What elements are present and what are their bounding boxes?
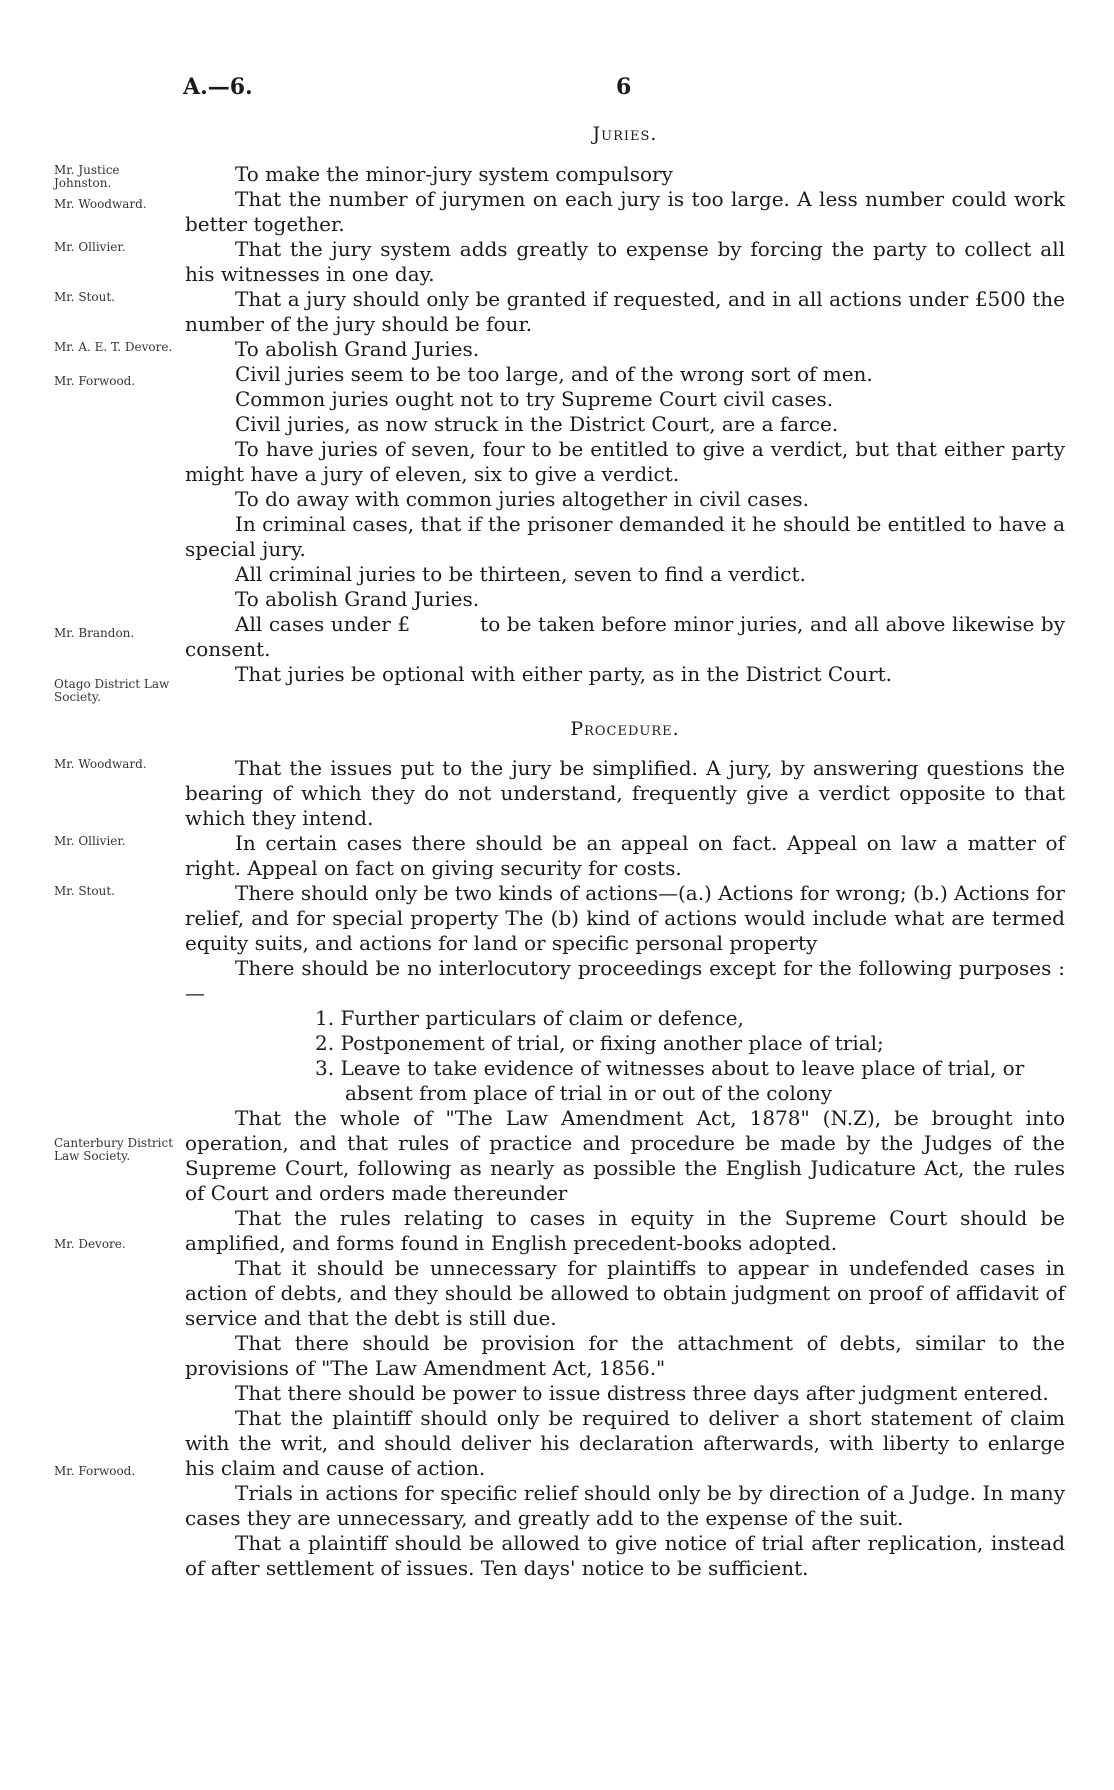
paragraph: That the issues put to the jury be simplified. A jury, by answering questions the bearing of which they do not understand, frequently give a verdict opposite to that which they intend.	[185, 756, 1065, 830]
paragraph: In criminal cases, that if the prisoner demanded it he should be entitled to have a special jury.	[185, 512, 1065, 561]
paragraph: That the rules relating to cases in equity in the Supreme Court should be amplified, and forms found in English precedent-books adopted.	[185, 1206, 1065, 1255]
paragraph: That there should be power to issue distress three days after judgment entered.	[235, 1381, 1049, 1405]
paragraph: That juries be optional with either party, as in the District Court.	[235, 662, 893, 686]
paragraph: That the whole of "The Law Amendment Act, 1878" (N.Z), be brought into operation, and that rules of practice and procedure be made by the Judges of the Supreme Court, following as nearly as possible the English Judicature Act, the rules of Court and orders made thereunder	[185, 1106, 1065, 1205]
margin-note-stout: Mr. Stout.	[54, 884, 115, 898]
margin-note-johnston: Mr. Justice Johnston.	[54, 163, 120, 190]
paragraph: That the number of jurymen on each jury is too large. A less number could work better together.	[185, 187, 1065, 236]
list-item: 2. Postponement of trial, or fixing another place of trial;	[315, 1031, 884, 1055]
section-heading-procedure: Procedure.	[570, 718, 680, 740]
margin-note-stout: Mr. Stout.	[54, 290, 115, 304]
juries-body	[185, 162, 1065, 687]
paragraph: That a jury should only be granted if requested, and in all actions under £500 the number of the jury should be four.	[185, 287, 1065, 336]
paragraph: Trials in actions for specific relief should only be by direction of a Judge. In many cases they are unnecessary, and greatly add to the expense of the suit.	[185, 1481, 1065, 1530]
page-number: 6	[616, 74, 632, 100]
paragraph-brandon	[185, 612, 1065, 662]
margin-note-forwood: Mr. Forwood.	[54, 374, 136, 388]
list-item: 3. Leave to take evidence of witnesses about to leave place of trial, or absent from place of trial in or out of the colony	[315, 1056, 1025, 1105]
paragraph: Common juries ought not to try Supreme Court civil cases.	[235, 387, 834, 411]
paragraph: Civil juries seem to be too large, and of the wrong sort of men.	[235, 362, 873, 386]
paragraph: To abolish Grand Juries.	[235, 587, 480, 611]
paragraph: To have juries of seven, four to be entitled to give a verdict, but that either party might have a jury of eleven, six to give a verdict.	[185, 437, 1065, 486]
procedure-body	[185, 756, 1065, 1581]
paragraph-fragment: All cases under £	[235, 612, 411, 636]
section-heading-juries: Juries.	[592, 123, 658, 145]
margin-note-ollivier: Mr. Ollivier.	[54, 240, 126, 254]
paragraph: That there should be provision for the attachment of debts, similar to the provisions of "The Law Amendment Act, 1856."	[185, 1331, 1065, 1380]
paragraph: That the plaintiff should only be required to deliver a short statement of claim with the writ, and should deliver his declaration afterwards, with liberty to enlarge his claim and cause of action.	[185, 1406, 1065, 1480]
margin-note-forwood: Mr. Forwood.	[54, 1464, 136, 1478]
paragraph: There should be no interlocutory proceedings except for the following purposes :—	[185, 956, 1065, 1005]
paragraph: To do away with common juries altogether in civil cases.	[235, 487, 809, 511]
paragraph: That the jury system adds greatly to expense by forcing the party to collect all his witnesses in one day.	[185, 237, 1065, 286]
paragraph: That a plaintiff should be allowed to give notice of trial after replication, instead of after settlement of issues. Ten days' notice to be sufficient.	[185, 1531, 1065, 1580]
margin-note-devore: Mr. A. E. T. Devore.	[54, 340, 173, 354]
list-item: 1. Further particulars of claim or defence,	[315, 1006, 744, 1030]
document-reference: A.—6.	[183, 74, 253, 100]
margin-note-devore: Mr. Devore.	[54, 1237, 126, 1251]
paragraph-fragment: to be taken before minor juries, and all above likewise by consent.	[185, 612, 1065, 661]
paragraph: In certain cases there should be an appeal on fact. Appeal on law a matter of right. Appeal on fact on giving security for costs.	[185, 831, 1065, 880]
paragraph: There should only be two kinds of actions—(a.) Actions for wrong; (b.) Actions for relief, and for special property The (b) kind of actions would include what are termed equity suits, and actions for land or specific personal property	[185, 881, 1065, 955]
paragraph: Civil juries, as now struck in the District Court, are a farce.	[235, 412, 839, 436]
margin-note-ollivier: Mr. Ollivier.	[54, 834, 126, 848]
paragraph: That it should be unnecessary for plaintiffs to appear in undefended cases in action of debts, and they should be allowed to obtain judgment on proof of affidavit of service and that the debt is still due.	[185, 1256, 1065, 1330]
margin-note-brandon: Mr. Brandon.	[54, 626, 135, 640]
margin-note-otago: Otago District Law Society.	[54, 677, 170, 704]
margin-note-woodward: Mr. Woodward.	[54, 197, 147, 211]
margin-note-canterbury: Canterbury District Law Society.	[54, 1136, 174, 1163]
paragraph: To make the minor-jury system compulsory	[235, 162, 673, 186]
paragraph: To abolish Grand Juries.	[235, 337, 480, 361]
margin-note-woodward: Mr. Woodward.	[54, 757, 147, 771]
paragraph: All criminal juries to be thirteen, seven to find a verdict.	[235, 562, 806, 586]
